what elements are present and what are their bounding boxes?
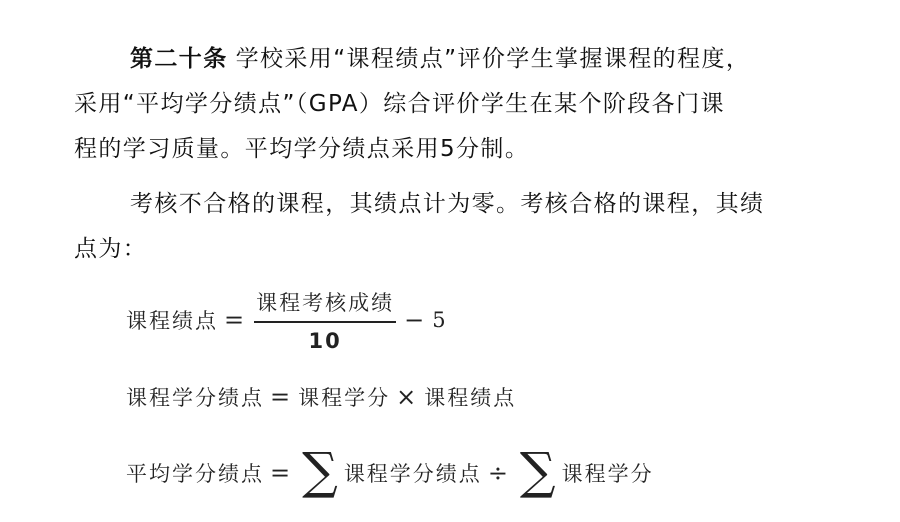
formula1-minus: − [404,306,427,334]
article-line-1 [74,37,854,82]
formula3-term2: 课程学分 [561,462,654,486]
course-credit-grade-point-formula [126,382,516,412]
course-grade-point-formula [126,287,448,353]
article-text-1: 学校采用“课程绩点”评价学生掌握课程的程度， [235,46,751,72]
formula2-term2: 课程绩点 [424,386,517,410]
article-label: 第二十条 [130,46,228,72]
formula1-fraction [254,287,396,353]
formula1-equals: = [224,306,247,334]
formula3-equals: = [270,459,293,487]
formula2-times: × [396,383,419,411]
grade-point-paragraph [74,182,854,272]
formula3-lhs: 平均学分绩点 [126,462,264,486]
article-line-3: 程的学习质量。平均学分绩点采用5分制。 [74,136,530,162]
formula1-constant: 5 [432,308,448,332]
gpa-formula [126,442,654,500]
formula3-divide: ÷ [487,459,510,487]
formula3-term1: 课程学分绩点 [343,462,482,486]
article-20-paragraph [74,37,854,172]
formula2-term1: 课程学分 [298,386,391,410]
formula1-denominator: 10 [308,329,342,353]
para2-line-1: 考核不合格的课程，其绩点计为零。考核合格的课程，其绩 [130,191,765,217]
formula1-lhs: 课程绩点 [126,309,218,333]
para2-line-2: 点为： [74,236,148,262]
formula2-lhs: 课程学分绩点 [126,386,264,410]
formula1-numerator: 课程考核成绩 [254,287,396,323]
formula2-equals: = [270,383,293,411]
formula3-sum-symbol-2: ∑ [519,442,558,500]
formula3-sum-symbol-1: ∑ [302,442,340,500]
article-line-2: 采用“平均学分绩点”（GPA）综合评价学生在某个阶段各门课 [74,91,725,117]
